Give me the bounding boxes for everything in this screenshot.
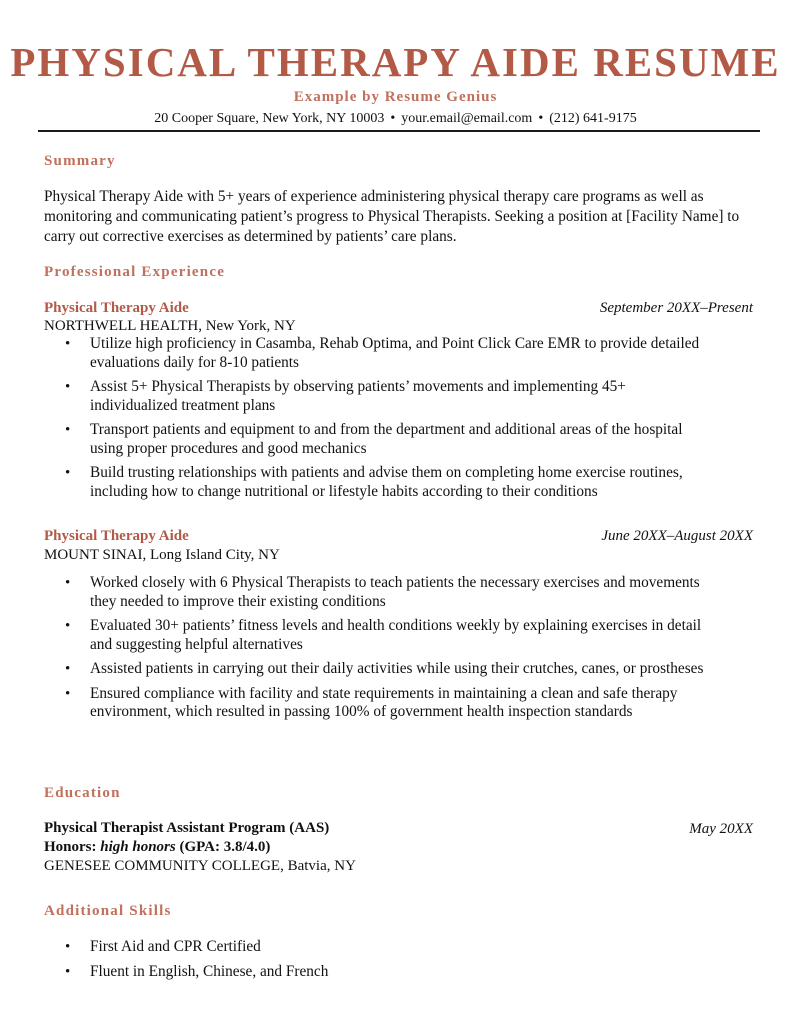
bullet-text: Worked closely with 6 Physical Therapists to teach patients the necessary exercises and movements they needed to improve their existing conditions bbox=[90, 574, 700, 610]
education-school: GENESEE COMMUNITY COLLEGE, Batvia, NY bbox=[44, 858, 356, 874]
honors-value: high honors bbox=[100, 839, 176, 855]
list-item bbox=[44, 938, 704, 957]
bullet-icon: • bbox=[65, 963, 71, 980]
contact-phone: (212) 641-9175 bbox=[549, 111, 637, 126]
education-program: Physical Therapist Assistant Program (AAS) bbox=[44, 820, 330, 836]
list-item bbox=[44, 421, 704, 458]
education-honors bbox=[44, 838, 270, 857]
job-bullet-list bbox=[44, 574, 704, 722]
summary-heading: Summary bbox=[44, 153, 116, 169]
list-item bbox=[44, 963, 704, 982]
bullet-text: Ensured compliance with facility and state requirements in maintaining a clean and safe therapy environment, which resulted in passing 100% of government health inspection standards bbox=[90, 684, 678, 720]
job-title: Physical Therapy Aide bbox=[44, 528, 189, 544]
bullet-text: Assisted patients in carrying out their daily activities while using their crutches, canes, or prostheses bbox=[90, 660, 704, 677]
bullet-icon: • bbox=[65, 661, 71, 677]
list-item bbox=[44, 335, 704, 372]
bullet-icon: • bbox=[65, 575, 71, 591]
list-item bbox=[44, 574, 704, 611]
bullet-text: Transport patients and equipment to and from the department and additional areas of the hospital using proper procedures and good mechanics bbox=[90, 421, 683, 457]
skill-text: First Aid and CPR Certified bbox=[90, 938, 261, 955]
contact-line bbox=[0, 110, 791, 128]
summary-text: Physical Therapy Aide with 5+ years of experience administering physical therapy care programs as well as monitoring and communicating patient’s progress to Physical Therapists. Seeking a position at [Facility Name] to carry out corrective exercises as determined by patients’ care plans. bbox=[44, 188, 740, 245]
bullet-text: Assist 5+ Physical Therapists by observing patients’ movements and implementing 45+ individualized treatment plans bbox=[90, 378, 626, 414]
bullet-text: Utilize high proficiency in Casamba, Rehab Optima, and Point Click Care EMR to provide detailed evaluations daily for 8-10 patients bbox=[90, 335, 700, 371]
bullet-icon: • bbox=[65, 379, 71, 395]
contact-address: 20 Cooper Square, New York, NY 10003 bbox=[154, 111, 385, 126]
skills-heading: Additional Skills bbox=[44, 903, 172, 919]
job-dates: September 20XX–Present bbox=[599, 300, 753, 316]
job-organization: NORTHWELL HEALTH, New York, NY bbox=[44, 318, 296, 334]
resume-title: PHYSICAL THERAPY AIDE RESUME bbox=[10, 39, 781, 85]
list-item bbox=[44, 378, 704, 415]
bullet-text: Build trusting relationships with patients and advise them on completing home exercise routines, including how to change nutritional or lifestyle habits according to their conditions bbox=[90, 464, 683, 500]
bullet-icon: • bbox=[65, 422, 71, 438]
gpa: (GPA: 3.8/4.0) bbox=[179, 839, 271, 855]
contact-separator: • bbox=[538, 111, 544, 126]
list-item bbox=[44, 685, 704, 722]
education-heading: Education bbox=[44, 785, 121, 801]
job-organization: MOUNT SINAI, Long Island City, NY bbox=[44, 547, 280, 563]
bullet-text: Evaluated 30+ patients’ fitness levels and health conditions weekly by explaining exercises in detail and suggesting helpful alternatives bbox=[90, 617, 702, 653]
header-divider bbox=[38, 130, 760, 132]
resume-subtitle: Example by Resume Genius bbox=[293, 89, 498, 105]
job-dates: June 20XX–August 20XX bbox=[601, 528, 753, 544]
skill-text: Fluent in English, Chinese, and French bbox=[90, 962, 329, 980]
skills-list bbox=[44, 938, 704, 981]
honors-label: Honors: bbox=[44, 839, 97, 855]
bullet-icon: • bbox=[65, 685, 71, 702]
contact-email[interactable]: your.email@email.com bbox=[401, 111, 533, 126]
education-date: May 20XX bbox=[689, 821, 753, 837]
bullet-icon: • bbox=[65, 465, 71, 481]
bullet-icon: • bbox=[65, 336, 71, 352]
bullet-icon: • bbox=[65, 939, 71, 955]
job-title: Physical Therapy Aide bbox=[44, 300, 189, 316]
list-item bbox=[44, 660, 704, 679]
bullet-icon: • bbox=[65, 618, 71, 634]
list-item bbox=[44, 464, 704, 501]
job-bullet-list bbox=[44, 335, 704, 501]
list-item bbox=[44, 617, 704, 654]
experience-heading: Professional Experience bbox=[44, 264, 226, 280]
contact-separator: • bbox=[390, 111, 396, 126]
